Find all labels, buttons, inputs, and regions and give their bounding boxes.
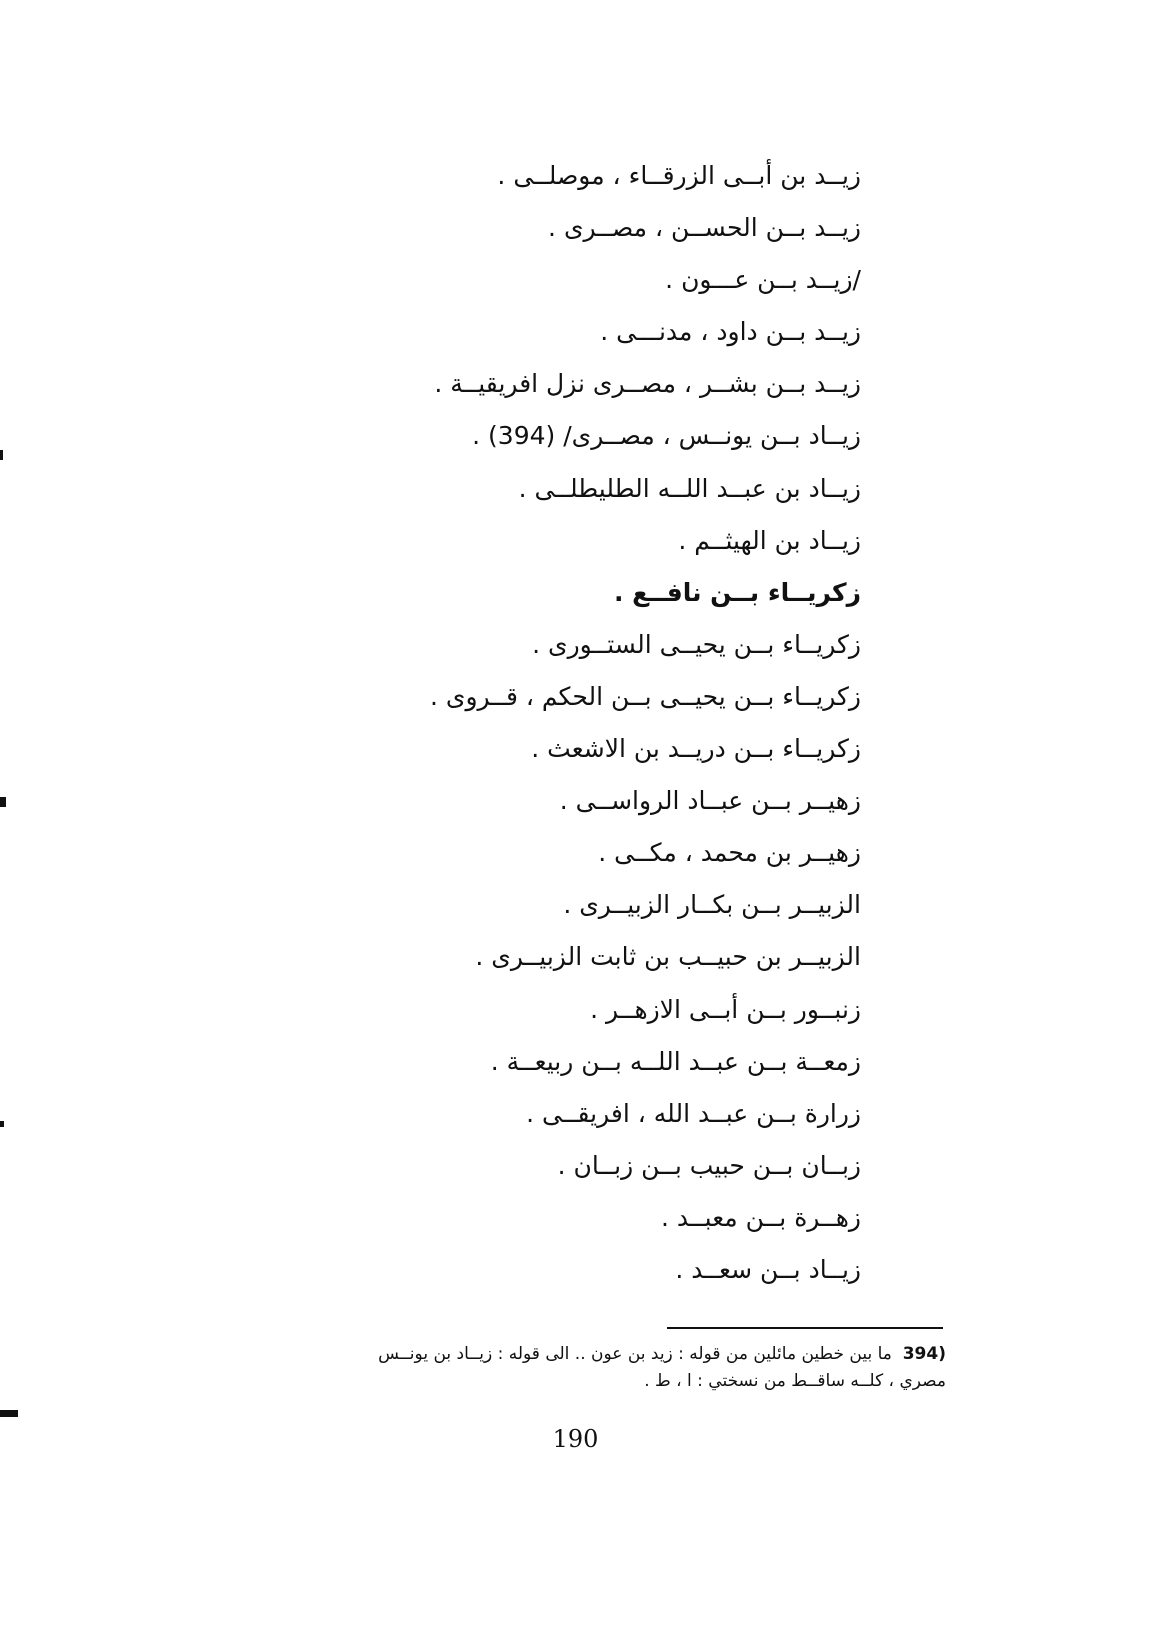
entry-line: زيــد بــن داود ، مدنـــى . [600,317,861,347]
entry-line: زهيــر بن محمد ، مكــى . [598,838,861,868]
entry-line: زيــاد بــن يونــس ، مصــرى/ (394) . [472,421,861,451]
entry-list [301,150,861,1296]
entry-line: زرارة بــن عبــد الله ، افريقــى . [526,1098,861,1128]
footnote-divider [667,1327,943,1329]
footnote [206,1341,946,1395]
entry-line: زيــاد بن الهيثــم . [678,525,861,555]
scan-mark [0,1410,18,1417]
footnote-text-1: ما بين خطين مائلين من قوله : زيد بن عون .. الى قوله : زيــاد بن يونــس [378,1344,892,1364]
scan-mark [0,1121,4,1127]
scan-mark [0,797,6,807]
entry-line: زمعــة بــن عبــد اللــه بــن ربيعــة . [490,1046,861,1076]
entry-line: زهــرة بــن معبــد . [661,1202,861,1232]
entry-line: الزبيــر بــن بكــار الزبيــرى . [563,890,861,920]
footnote-marker: (394 [902,1344,946,1364]
entry-line: زبــان بــن حبيب بــن زبــان . [557,1150,861,1180]
footnote-line-2: مصري ، كلــه ساقــط من نسختي : ا ، ط . [644,1371,946,1391]
entry-line: زيــد بــن الحســن ، مصــرى . [548,213,861,243]
entry-line: زكريــاء بــن دريــد بن الاشعث . [531,734,861,764]
entry-line: زكريــاء بــن نافــع . [613,577,861,607]
entry-line: زيــد بن أبــى الزرقــاء ، موصلــى . [497,161,861,190]
entry-line: زهيــر بــن عبــاد الرواســى . [559,786,861,816]
entry-line: زيــد بــن بشــر ، مصــرى نزل افريقيــة . [434,369,861,399]
entry-line: زيــاد بــن سعــد . [675,1254,861,1284]
entry-line: الزبيــر بن حبيــب بن ثابت الزبيــرى . [475,942,861,972]
entry-line: زكريــاء بــن يحيــى الستــورى . [532,629,861,659]
footnote-line-1 [206,1341,946,1368]
page-number: 190 [552,1425,599,1453]
entry-line: زكريــاء بــن يحيــى بــن الحكم ، قــروى . [430,681,861,711]
entry-line: زيــاد بن عبــد اللــه الطليطلــى . [518,473,861,503]
entry-line: /زيــد بــن عـــون . [665,265,861,295]
scan-mark [0,450,3,460]
entry-line: زنبــور بــن أبــى الازهــر . [590,994,861,1024]
